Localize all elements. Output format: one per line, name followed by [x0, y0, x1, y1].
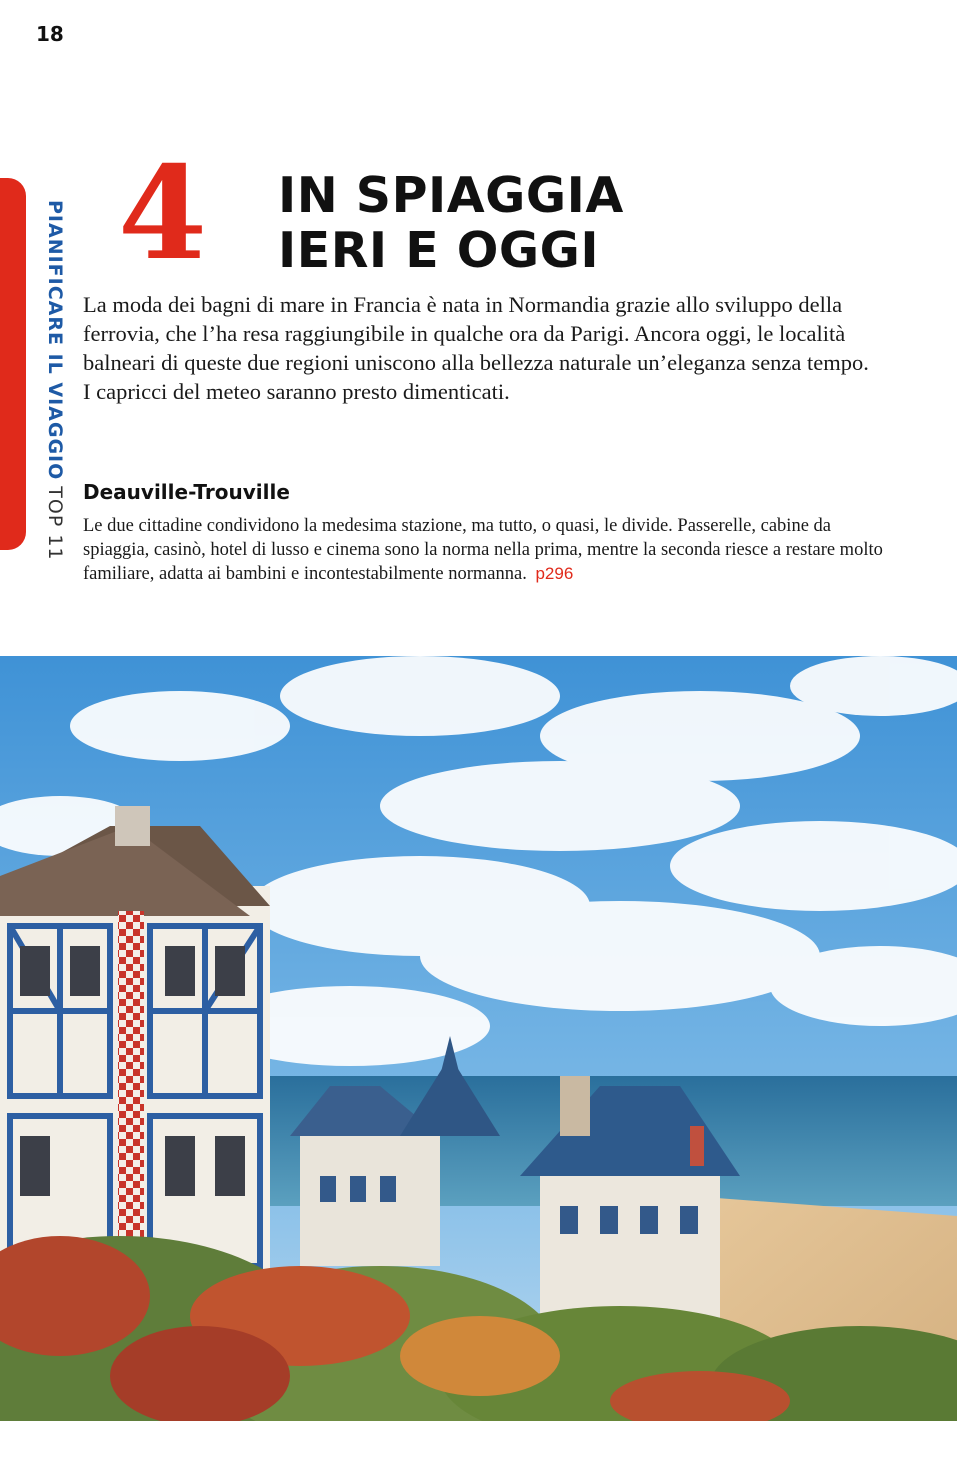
highlight-heading: Deauville-Trouville [83, 480, 290, 504]
section-side-label [36, 200, 66, 561]
entry-title-line-1: IN SPIAGGIA [278, 167, 624, 224]
highlight-description: Le due cittadine condividono la medesima stazione, ma tutto, o quasi, le divide. Passerelle, cabine da spiaggia, casinò, hotel di lusso e cinema sono la norma nella prima, mentre la seconda riesce a restare molto familiare, adatta ai bambini e incontestabilmente normanna. [83, 516, 883, 584]
seaside-villas-photo [0, 656, 957, 1421]
highlight-text [83, 514, 883, 586]
section-tab-marker [0, 178, 26, 550]
entry-intro: La moda dei bagni di mare in Francia è nata in Normandia grazie allo sviluppo della ferrovia, che l’ha resa raggiungibile in qualche ora da Parigi. Ancora oggi, le località balneari di queste due regioni uniscono alla bellezza naturale un’eleganza senza tempo. I capricci del meteo saranno presto dimenticati. [83, 292, 869, 404]
entry-number: 4 [118, 139, 208, 289]
entry-title-line-2: IERI E OGGI [278, 222, 600, 279]
page-reference-link[interactable]: p296 [535, 564, 574, 583]
main-villa [0, 806, 270, 1311]
page-number: 18 [36, 22, 64, 46]
side-subsection-name: TOP 11 [44, 486, 66, 561]
entry-title [278, 168, 624, 278]
side-section-name: PIANIFICARE IL VIAGGIO [44, 200, 66, 481]
